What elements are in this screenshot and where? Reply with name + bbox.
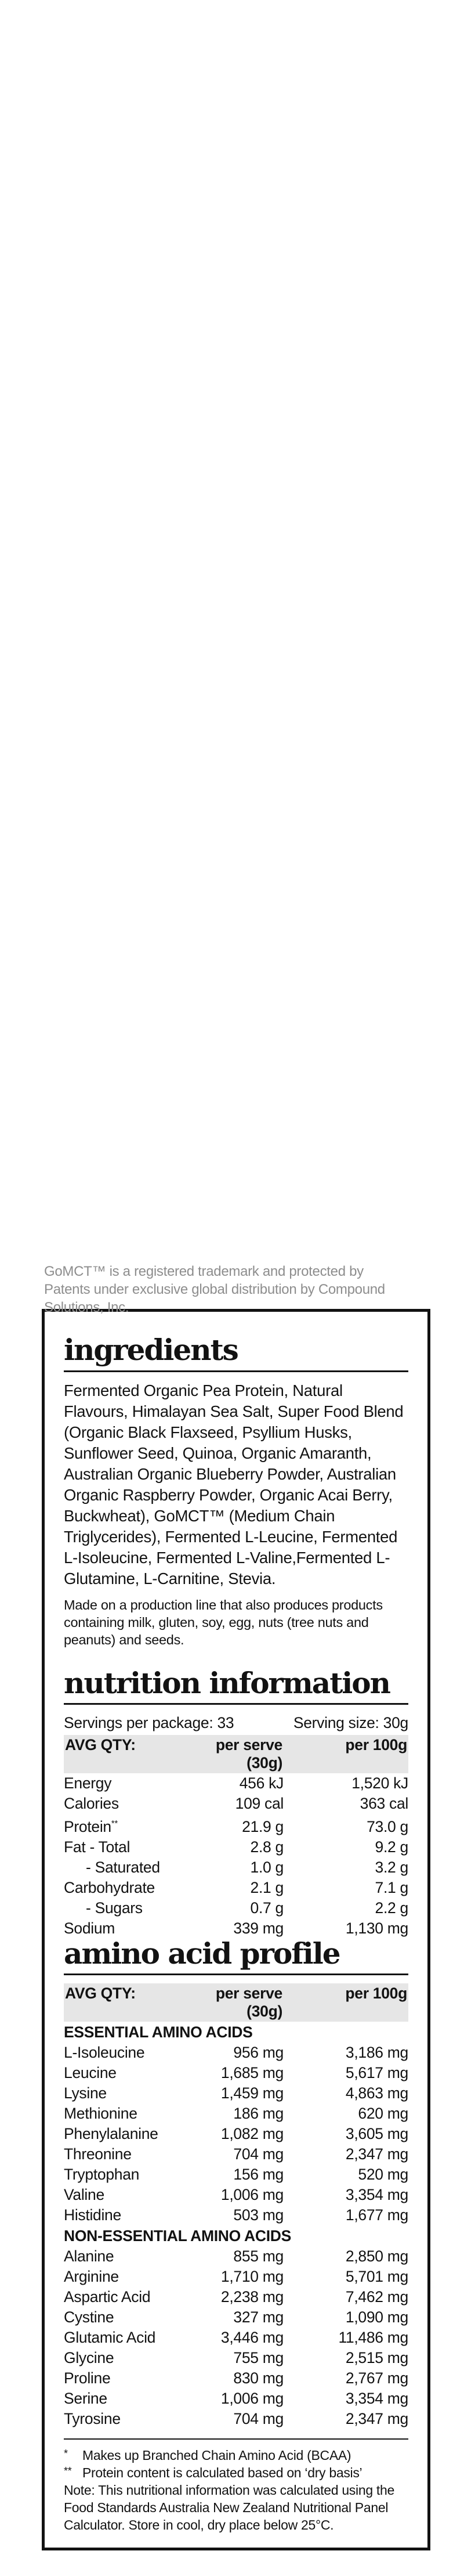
per-100g-value: 2,850 mg: [345, 2247, 408, 2265]
row-label: Calories: [64, 1795, 119, 1812]
per-100g-value: 2,515 mg: [345, 2349, 408, 2367]
per-serve-value: 327 mg: [233, 2308, 284, 2326]
row-label: Alanine: [64, 2247, 114, 2265]
per-serve-value: 3,446 mg: [220, 2329, 284, 2347]
per-serve-value: 0.7 g: [250, 1899, 284, 1917]
footnote-rows: [64, 2447, 408, 2481]
footnote-marker: *: [64, 2448, 68, 2460]
per-100g-value: 7,462 mg: [345, 2288, 408, 2306]
footnotes-block: [64, 2438, 408, 2534]
amino-row: [64, 2328, 408, 2348]
amino-row: [64, 2164, 408, 2185]
nutrition-table-body: [64, 1773, 408, 1939]
per-100g-value: 3,354 mg: [345, 2390, 408, 2408]
row-label: Energy: [64, 1774, 112, 1792]
per-100g-value: 1,090 mg: [345, 2308, 408, 2326]
row-label: Cystine: [64, 2308, 114, 2326]
nutrition-row: [64, 1898, 408, 1918]
row-label: Phenylalanine: [64, 2125, 158, 2143]
row-label: Sodium: [64, 1919, 115, 1937]
ingredients-heading: ingredients: [64, 1335, 408, 1372]
per-100g-value: 9.2 g: [375, 1838, 408, 1856]
per-serve-value: 1,006 mg: [220, 2186, 284, 2204]
per-serve-value: 1,685 mg: [220, 2064, 284, 2082]
amino-row: [64, 2083, 408, 2104]
row-label: Proline: [64, 2369, 111, 2387]
row-label: Carbohydrate: [64, 1878, 155, 1896]
nutrition-table-header: [64, 1735, 408, 1773]
nutrition-row: [64, 1878, 408, 1898]
allergen-statement: Made on a production line that also produces products containing milk, gluten, soy, egg, nuts (tree nuts and peanuts) and seeds.: [64, 1597, 383, 1647]
amino-row: [64, 2063, 408, 2083]
per-serve-header: per serve (30g): [215, 1736, 282, 1772]
row-label: Aspartic Acid: [64, 2288, 151, 2306]
footnote-row: [64, 2464, 408, 2481]
per-serve-value: 456 kJ: [239, 1774, 284, 1792]
amino-table-header: [64, 1983, 408, 2022]
per-100g-value: 2.2 g: [375, 1899, 408, 1917]
amino-row: [64, 2185, 408, 2205]
per-100g-header: per 100g: [345, 1736, 407, 1754]
nutrition-row: [64, 1814, 408, 1837]
label-footnote-marker: **: [111, 1819, 118, 1828]
row-label: Arginine: [64, 2268, 119, 2286]
row-label: Valine: [64, 2186, 104, 2204]
amino-row: [64, 2409, 408, 2429]
row-label: Tyrosine: [64, 2410, 121, 2428]
per-100g-value: 620 mg: [358, 2105, 408, 2123]
per-serve-value: 2,238 mg: [220, 2288, 284, 2306]
servings-per-package: Servings per package: 33: [64, 1714, 234, 1731]
amino-row: [64, 2205, 408, 2225]
footer-trademark-note: GoMCT™ is a registered trademark and protected by Patents under exclusive global distribution by Compound Solutions, Inc.: [44, 1264, 385, 1315]
amino-row: [64, 2043, 408, 2063]
row-label: Glycine: [64, 2349, 114, 2367]
per-serve-value: 2.1 g: [250, 1878, 284, 1896]
amino-section-title: ESSENTIAL AMINO ACIDS: [64, 2023, 253, 2041]
per-serve-value: 956 mg: [233, 2044, 284, 2062]
amino-row: [64, 2246, 408, 2267]
amino-table-body: [64, 2022, 408, 2429]
per-100g-value: 73.0 g: [367, 1817, 408, 1835]
nutrition-row: [64, 1837, 408, 1857]
row-label: Lysine: [64, 2084, 107, 2102]
row-label: Methionine: [64, 2105, 137, 2123]
per-100g-value: 2,347 mg: [345, 2145, 408, 2163]
label-page: [0, 1262, 464, 2576]
amino-row: [64, 2144, 408, 2164]
row-label: Leucine: [64, 2064, 117, 2082]
amino-acid-profile-heading: amino acid profile: [64, 1939, 408, 1976]
row-label: Threonine: [64, 2145, 132, 2163]
per-100g-value: 363 cal: [360, 1795, 408, 1812]
ingredients-text: Fermented Organic Pea Protein, Natural Flavours, Himalayan Sea Salt, Super Food Blend (Organic Black Flaxseed, Psyllium Husks, Sunflower Seed, Quinoa, Organic Amaranth, Australian Organic Blueberry Powder, Australian Organic Raspberry Powder, Organic Acai Berry, Buckwheat), GoMCT™ (Medium Chain Triglycerides), Fermented L-Leucine, Fermented L-Isoleucine, Fermented L-Valine,Fermented L-Glutamine, L-Carnitine, Stevia.: [64, 1381, 404, 1588]
per-100g-value: 5,617 mg: [345, 2064, 408, 2082]
footnote-row: [64, 2447, 408, 2464]
row-label: Tryptophan: [64, 2166, 140, 2184]
amino-row: [64, 2389, 408, 2409]
per-100g-value: 7.1 g: [375, 1878, 408, 1896]
per-100g-value: 3.2 g: [375, 1858, 408, 1876]
row-label: L-Isoleucine: [64, 2044, 145, 2062]
per-100g-header: per 100g: [345, 1985, 407, 2003]
per-serve-value: 186 mg: [233, 2105, 284, 2123]
per-100g-value: 1,520 kJ: [351, 1774, 408, 1792]
per-100g-value: 3,354 mg: [345, 2186, 408, 2204]
per-serve-value: 339 mg: [233, 1919, 284, 1937]
row-label: Histidine: [64, 2206, 121, 2224]
per-serve-header: per serve (30g): [215, 1985, 282, 2021]
per-serve-value: 21.9 g: [242, 1817, 284, 1835]
per-serve-value: 1,710 mg: [220, 2268, 284, 2286]
avg-qty-header: AVG QTY:: [65, 1985, 136, 2003]
serving-line: [64, 1713, 408, 1735]
amino-row: [64, 2104, 408, 2124]
note-text: Note: This nutritional information was calculated using the Food Standards Australia New Zealand Nutritional Panel Calculator. Store in cool, dry place below 25°C.: [64, 2483, 394, 2533]
footnote-text: Makes up Branched Chain Amino Acid (BCAA): [82, 2448, 351, 2463]
per-serve-value: 1,459 mg: [220, 2084, 284, 2102]
nutrition-row: [64, 1918, 408, 1939]
row-label: Protein**: [64, 1817, 118, 1835]
per-100g-value: 3,605 mg: [345, 2125, 408, 2143]
per-serve-value: 1,082 mg: [220, 2125, 284, 2143]
per-serve-value: 704 mg: [233, 2410, 284, 2428]
row-label: Glutamic Acid: [64, 2329, 156, 2347]
amino-row: [64, 2368, 408, 2389]
per-100g-value: 1,677 mg: [345, 2206, 408, 2224]
serving-size: Serving size: 30g: [293, 1714, 408, 1731]
amino-row: [64, 2124, 408, 2144]
amino-row: [64, 2287, 408, 2307]
per-serve-value: 704 mg: [233, 2145, 284, 2163]
per-serve-value: 755 mg: [233, 2349, 284, 2367]
per-serve-value: 830 mg: [233, 2369, 284, 2387]
row-label: - Sugars: [86, 1899, 143, 1917]
nutrition-row: [64, 1794, 408, 1814]
per-100g-value: 1,130 mg: [345, 1919, 408, 1937]
per-serve-value: 503 mg: [233, 2206, 284, 2224]
amino-row: [64, 2348, 408, 2368]
nutrition-row: [64, 1857, 408, 1878]
amino-section-title: NON-ESSENTIAL AMINO ACIDS: [64, 2227, 291, 2245]
amino-row: [64, 2307, 408, 2328]
nutrition-panel: [42, 1309, 430, 2550]
amino-row: [64, 2267, 408, 2287]
per-100g-value: 11,486 mg: [338, 2329, 408, 2347]
row-label: Serine: [64, 2390, 107, 2408]
per-serve-value: 109 cal: [235, 1795, 284, 1812]
nutrition-information-heading: nutrition information: [64, 1668, 408, 1705]
footnote-text: Protein content is calculated based on ‘dry basis’: [82, 2465, 362, 2481]
per-100g-value: 4,863 mg: [345, 2084, 408, 2102]
per-100g-value: 3,186 mg: [345, 2044, 408, 2062]
per-100g-value: 2,767 mg: [345, 2369, 408, 2387]
per-serve-value: 1,006 mg: [220, 2390, 284, 2408]
per-100g-value: 2,347 mg: [345, 2410, 408, 2428]
nutrition-row: [64, 1773, 408, 1794]
per-100g-value: 5,701 mg: [345, 2268, 408, 2286]
per-serve-value: 2.8 g: [250, 1838, 284, 1856]
row-label: - Saturated: [86, 1858, 160, 1876]
per-serve-value: 855 mg: [233, 2247, 284, 2265]
row-label: Fat - Total: [64, 1838, 130, 1856]
per-serve-value: 156 mg: [233, 2166, 284, 2184]
per-100g-value: 520 mg: [358, 2166, 408, 2184]
per-serve-value: 1.0 g: [250, 1858, 284, 1876]
footnote-marker: **: [64, 2465, 72, 2477]
avg-qty-header: AVG QTY:: [65, 1736, 136, 1754]
